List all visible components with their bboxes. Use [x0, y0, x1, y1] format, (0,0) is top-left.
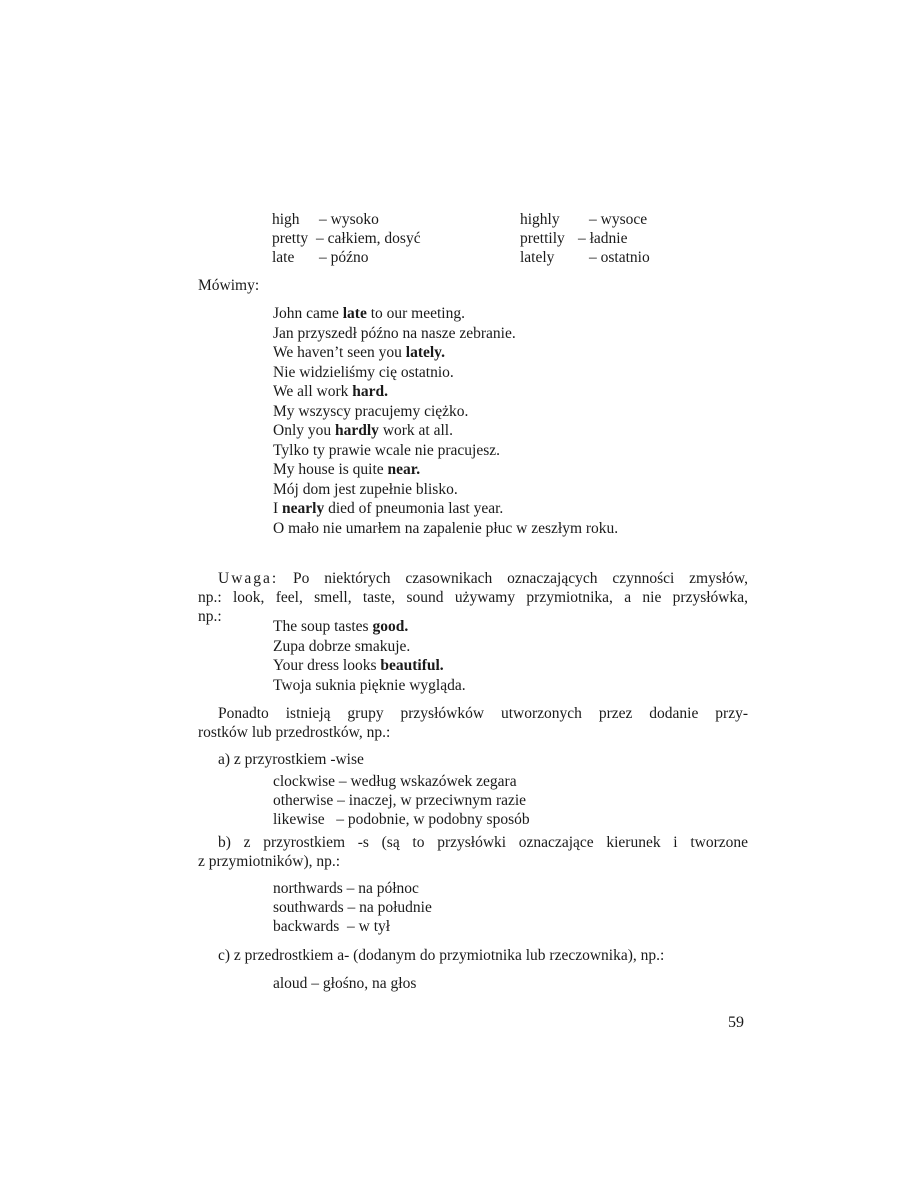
- pair-row: [272, 248, 672, 267]
- example-pair: [273, 343, 753, 382]
- example-polish: Zupa dobrze smakuje.: [273, 637, 411, 655]
- uwaga-label: Uwaga:: [218, 570, 279, 587]
- example-pair: [273, 499, 753, 538]
- section-c-heading: c) z przedrostkiem a- (dodanym do przymiotnika lub rzeczownika), np.:: [218, 947, 665, 964]
- pair-right-word: prettily: [520, 230, 565, 247]
- example-polish: My wszyscy pracujemy ciężko.: [273, 402, 469, 420]
- example-english: My house is quite near.: [273, 461, 421, 478]
- page-number: 59: [728, 1014, 744, 1031]
- list-item: southwards – na południe: [273, 899, 432, 916]
- pair-left-word: high: [272, 211, 300, 228]
- examples-list-2: [273, 617, 753, 695]
- example-polish: Nie widzieliśmy cię ostatnio.: [273, 363, 454, 381]
- pair-right-translation: – ostatnio: [589, 249, 650, 266]
- pair-right-translation: – wysoce: [589, 211, 648, 228]
- list-item: otherwise – inaczej, w przeciwnym razie: [273, 792, 527, 809]
- section-a-list: [273, 772, 753, 829]
- example-pair: [273, 304, 753, 343]
- pair-right-translation: – ładnie: [578, 230, 628, 247]
- pair-right-word: highly: [520, 211, 560, 228]
- mowimy-label: Mówimy:: [198, 277, 260, 294]
- example-english: We all work hard.: [273, 383, 388, 400]
- list-item: likewise – podobnie, w podobny sposób: [273, 811, 530, 828]
- adverb-pairs-table: [272, 210, 672, 267]
- pair-left-word: pretty: [272, 230, 309, 247]
- example-pair: [273, 617, 753, 656]
- section-c-list: [273, 974, 753, 993]
- example-polish: Twoja suknia pięknie wygląda.: [273, 676, 466, 694]
- pair-left-translation: – późno: [319, 249, 369, 266]
- example-english: We haven’t seen you lately.: [273, 344, 445, 361]
- pair-row: [272, 210, 672, 229]
- example-english: Only you hardly work at all.: [273, 422, 453, 439]
- example-polish: O mało nie umarłem na zapalenie płuc w zeszłym roku.: [273, 519, 619, 537]
- list-item: backwards – w tył: [273, 918, 391, 935]
- ponadto-paragraph: Ponadto istnieją grupy przysłówków utworzonych przez dodanie przy- rostków lub przedrostków, np.:: [198, 705, 748, 741]
- pair-right-word: lately: [520, 249, 555, 266]
- pair-left-translation: – wysoko: [319, 211, 379, 228]
- list-item: clockwise – według wskazówek zegara: [273, 773, 517, 790]
- example-polish: Mój dom jest zupełnie blisko.: [273, 480, 458, 498]
- uwaga-paragraph: Uwaga: Po niektórych czasownikach oznaczających czynności zmysłów, np.: look, feel, smell, taste, sound używamy przymiotnika, a nie przysłówka, np.:: [198, 570, 748, 625]
- list-item: northwards – na północ: [273, 880, 419, 897]
- example-polish: Jan przyszedł późno na nasze zebranie.: [273, 324, 516, 342]
- example-pair: [273, 460, 753, 499]
- example-english: The soup tastes good.: [273, 618, 409, 635]
- section-b-list: [273, 879, 753, 936]
- example-english: John came late to our meeting.: [273, 305, 465, 322]
- example-pair: [273, 421, 753, 460]
- list-item: aloud – głośno, na głos: [273, 975, 417, 992]
- section-b-paragraph: b) z przyrostkiem -s (są to przysłówki oznaczające kierunek i tworzone z przymiotników), np.:: [198, 834, 748, 870]
- example-pair: [273, 656, 753, 695]
- pair-row: [272, 229, 672, 248]
- section-a-heading: a) z przyrostkiem -wise: [218, 751, 364, 768]
- pair-left-translation: – całkiem, dosyć: [316, 230, 421, 247]
- example-english: I nearly died of pneumonia last year.: [273, 500, 504, 517]
- examples-list-1: [273, 304, 753, 538]
- example-polish: Tylko ty prawie wcale nie pracujesz.: [273, 441, 501, 459]
- example-english: Your dress looks beautiful.: [273, 657, 444, 674]
- pair-left-word: late: [272, 249, 295, 266]
- example-pair: [273, 382, 753, 421]
